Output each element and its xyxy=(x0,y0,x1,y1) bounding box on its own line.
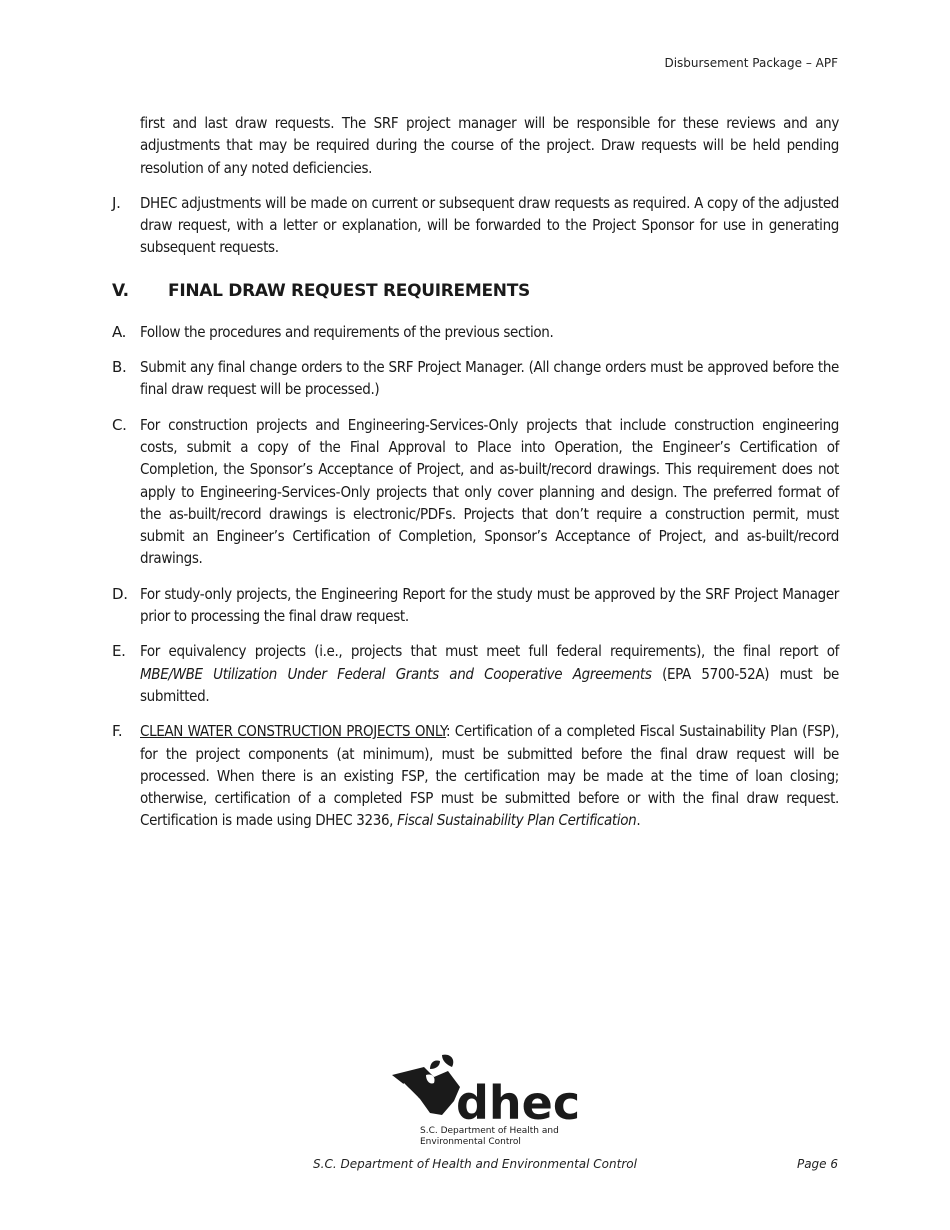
list-item-a xyxy=(112,321,839,343)
list-item-c xyxy=(112,414,839,570)
section-title: FINAL DRAW REQUEST REQUIREMENTS xyxy=(168,280,530,301)
item-letter: D. xyxy=(112,584,128,603)
text-segment: (EPA 5700-52A) must be submitted. xyxy=(140,664,839,705)
item-letter: F. xyxy=(112,722,123,741)
leaf-icon xyxy=(442,1055,453,1067)
form-title-italic: Fiscal Sustainability Plan Certification xyxy=(397,811,637,830)
document-body xyxy=(112,112,839,845)
text-segment: : Certification of a completed Fiscal Sustainability Plan (FSP), for the project components (at minimum), must be submitted before the final draw request will be processed. When there is an existing FSP, the certification may be made at the time of loan closing; otherwise, certification of a completed FSP must be submitted before or with the final draw request. Certification is made using DHEC 3236, xyxy=(140,722,839,830)
page-number: Page 6 xyxy=(796,1157,838,1171)
logo-subtitle-line2: Environmental Control xyxy=(420,1137,521,1147)
item-text: Follow the procedures and requirements of the previous section. xyxy=(140,322,554,341)
item-letter: A. xyxy=(112,322,127,341)
dhec-logo xyxy=(390,1053,581,1148)
text-segment: For equivalency projects (i.e., projects that must meet full federal requirements), the final report of xyxy=(140,642,839,661)
item-letter: J. xyxy=(112,193,121,212)
text-segment: . xyxy=(636,811,641,830)
item-text: DHEC adjustments will be made on current or subsequent draw requests as required. A copy of the adjusted draw request, with a letter or explanation, will be forwarded to the Project Sponsor for use in generating subsequent requests. xyxy=(140,193,839,257)
list-item-j xyxy=(112,192,839,259)
item-text xyxy=(140,720,839,831)
continuation-paragraph: first and last draw requests. The SRF project manager will be responsible for these reviews and any adjustments that may be required during the course of the project. Draw requests will be held pending resolution of any noted deficiencies. xyxy=(140,114,839,177)
logo-subtitle-line1: S.C. Department of Health and xyxy=(420,1126,559,1136)
list-item-b xyxy=(112,356,839,401)
section-heading xyxy=(112,281,839,301)
underlined-heading: CLEAN WATER CONSTRUCTION PROJECTS ONLY xyxy=(140,722,446,741)
logo-wordmark: dhec xyxy=(456,1076,581,1130)
item-letter: B. xyxy=(112,358,127,377)
item-letter: C. xyxy=(112,415,127,434)
list-item-e xyxy=(112,640,839,707)
form-title-italic: MBE/WBE Utilization Under Federal Grants and Cooperative Agreements xyxy=(140,664,652,683)
list-item-d xyxy=(112,583,839,628)
item-letter: E. xyxy=(112,642,126,661)
list-item-f xyxy=(112,720,839,831)
page-header: Disbursement Package – APF xyxy=(664,56,838,70)
state-shape-icon xyxy=(392,1067,460,1115)
item-text: Submit any final change orders to the SRF Project Manager. (All change orders must be approved before the final draw request will be processed.) xyxy=(140,358,839,399)
section-number: V. xyxy=(112,280,129,301)
item-text xyxy=(140,640,839,707)
item-text: For study-only projects, the Engineering Report for the study must be approved by the SRF Project Manager prior to processing the final draw request. xyxy=(140,584,839,626)
footer-agency: S.C. Department of Health and Environmental Control xyxy=(313,1157,637,1171)
item-text: For construction projects and Engineering-Services-Only projects that include construction engineering costs, submit a copy of the Final Approval to Place into Operation, the Engineer’s Certification of Completion, the Sponsor’s Acceptance of Project, and as-built/record drawings. This requirement does not apply to Engineering-Services-Only projects that only cover planning and design. The preferred format of the as-built/record drawings is electronic/PDFs. Projects that don’t require a construction permit, must submit an Engineer’s Certification of Completion, Sponsor’s Acceptance of Project, and as-built/record drawings. xyxy=(140,415,839,568)
